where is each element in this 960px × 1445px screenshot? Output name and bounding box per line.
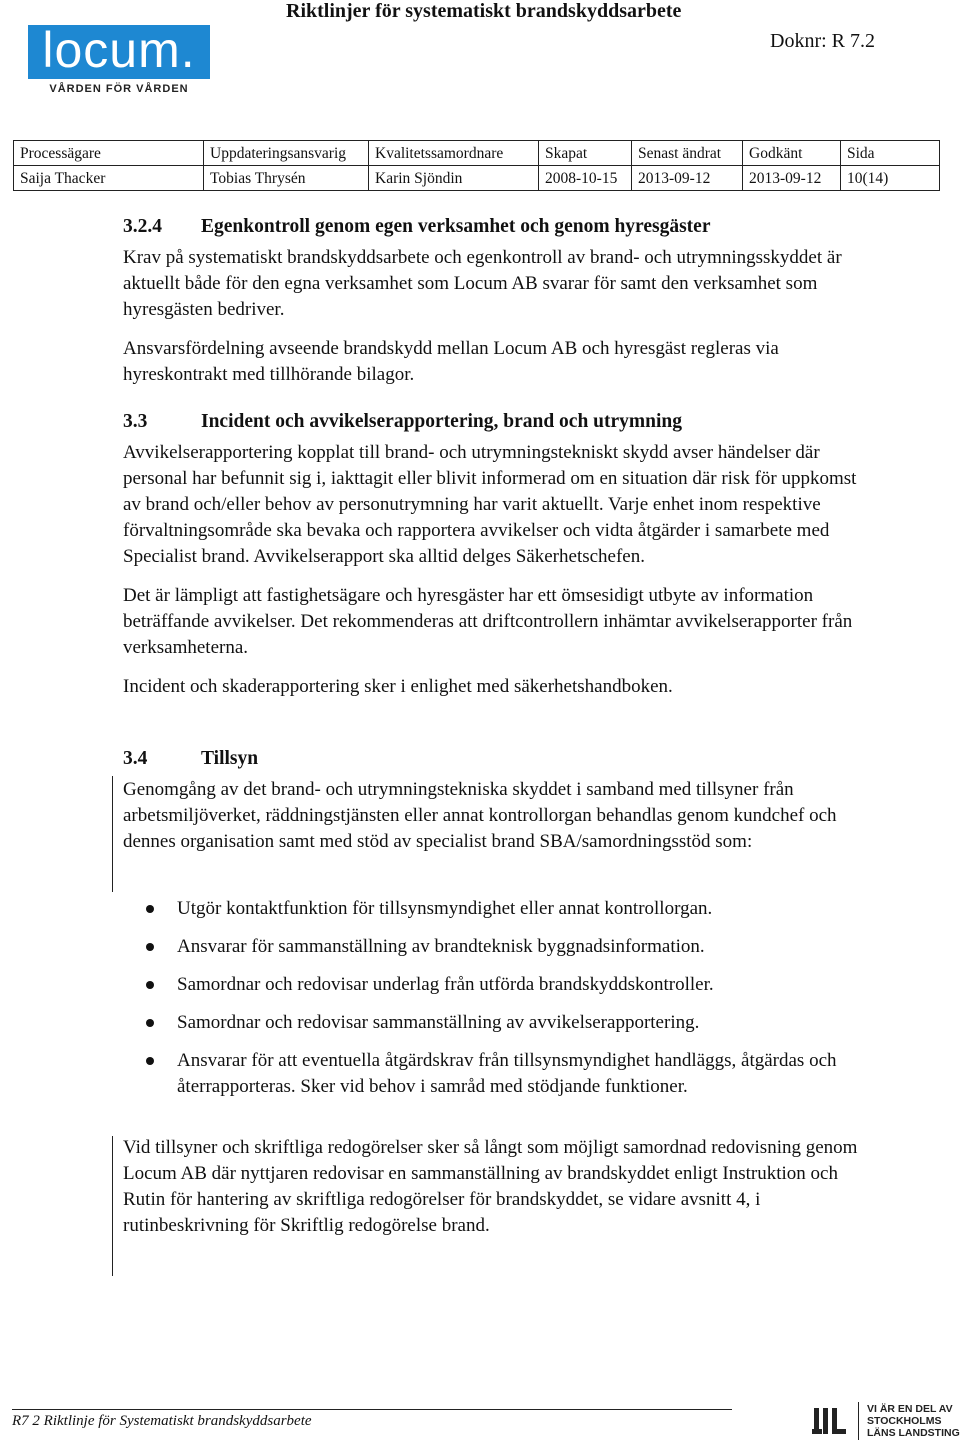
paragraph: Krav på systematiskt brandskyddsarbete och egenkontroll av brand- och utrymningsskyddet är aktuellt både för den egna verksamhet som Locum AB svarar för samt den verksamhet som hyresgästen bedriver. xyxy=(123,247,842,320)
section-3-2-4 xyxy=(123,214,863,388)
meta-value-cell: 2013-09-12 xyxy=(743,166,841,191)
bullet-list xyxy=(123,896,863,1100)
footer-text: R7 2 Riktlinje för Systematiskt brandskyddsarbete xyxy=(12,1413,312,1429)
sll-line: LÄNS LANDSTING xyxy=(867,1427,960,1439)
section-heading xyxy=(123,214,863,240)
paragraph: Det är lämpligt att fastighetsägare och hyresgäster har ett ömsesidigt utbyte av information beträffande avvikelser. Det rekommenderas att driftcontrollern inhämtar avvikelserapporter från verksamheterna. xyxy=(123,585,853,658)
paragraph: Incident och skaderapportering sker i enlighet med säkerhetshandboken. xyxy=(123,676,673,697)
section-3-4-closing xyxy=(123,1135,863,1239)
list-item: Samordnar och redovisar sammanställning av avvikelserapportering. xyxy=(123,1010,863,1036)
logo-tagline: VÅRDEN FÖR VÅRDEN xyxy=(49,83,189,95)
section-number: 3.4 xyxy=(123,748,148,769)
section-heading xyxy=(123,746,863,772)
paragraph: Ansvarsfördelning avseende brandskydd mellan Locum AB och hyresgäst regleras via hyreskontrakt med tillhörande bilagor. xyxy=(123,338,779,385)
list-item: Ansvarar för att eventuella åtgärdskrav från tillsynsmyndighet handläggs, åtgärdas och återrapporteras. Sker vid behov i samråd med stödjande funktioner. xyxy=(123,1048,837,1100)
document-number: Doknr: R 7.2 xyxy=(770,30,875,52)
meta-value-cell: 2013-09-12 xyxy=(632,166,743,191)
list-item: Utgör kontaktfunktion för tillsynsmyndighet eller annat kontrollorgan. xyxy=(123,896,863,922)
document-meta-table xyxy=(13,140,940,191)
meta-header-cell: Godkänt xyxy=(743,141,841,166)
paragraph: Genomgång av det brand- och utrymningstekniska skyddet i samband med tillsyner från arbetsmiljöverket, räddningstjänsten eller annat kontrollorgan behandlas genom kundchef och dennes organisation samt med stöd av specialist brand SBA/samordningsstöd som: xyxy=(123,779,837,852)
paragraph: Avvikelserapportering kopplat till brand- och utrymningstekniskt skydd avser händelser där personal har befunnit sig i, iakttagit eller blivit informerad om en situation där risk för uppkomst av brand och/eller behov av personutrymning har varit aktuellt. Varje enhet inom respektive förvaltningsområde ska bevaka och rapportera avvikelser och vidta åtgärder i samarbete med Specialist brand. Avvikelserapport ska alltid delges Säkerhetschefen. xyxy=(123,442,857,567)
meta-header-cell: Processägare xyxy=(14,141,204,166)
revision-bar xyxy=(112,1136,113,1276)
meta-header-cell: Kvalitetssamordnare xyxy=(369,141,539,166)
sll-line: STOCKHOLMS xyxy=(867,1415,942,1427)
meta-header-cell: Skapat xyxy=(539,141,632,166)
meta-header-row xyxy=(14,141,940,166)
section-3-3 xyxy=(123,409,863,700)
meta-header-cell: Senast ändrat xyxy=(632,141,743,166)
meta-value-cell: Karin Sjöndin xyxy=(369,166,539,191)
meta-header-cell: Sida xyxy=(841,141,940,166)
meta-value-cell: Tobias Thrysén xyxy=(204,166,369,191)
section-heading xyxy=(123,409,863,435)
section-number: 3.3 xyxy=(123,411,148,432)
sll-line: VI ÄR EN DEL AV xyxy=(867,1403,953,1415)
revision-bar xyxy=(112,776,113,892)
footer-logo-separator xyxy=(858,1402,859,1440)
logo-text: locum. xyxy=(42,22,196,78)
sll-text xyxy=(867,1403,960,1439)
meta-header-cell: Uppdateringsansvarig xyxy=(204,141,369,166)
section-number: 3.2.4 xyxy=(123,216,162,237)
sll-logo-icon xyxy=(812,1404,848,1438)
locum-logo xyxy=(28,22,210,79)
section-3-4 xyxy=(123,746,863,855)
document-title: Riktlinjer för systematiskt brandskyddsarbete xyxy=(286,0,682,22)
section-title: Egenkontroll genom egen verksamhet och genom hyresgäster xyxy=(201,216,711,237)
section-title: Tillsyn xyxy=(201,748,259,769)
meta-value-cell: 2008-10-15 xyxy=(539,166,632,191)
meta-value-cell: Saija Thacker xyxy=(14,166,204,191)
paragraph: Vid tillsyner och skriftliga redogörelser sker så långt som möjligt samordnad redovisning genom Locum AB där nyttjaren redovisar en sammanställning av brandskyddet enligt Instruktion och Rutin för hantering av skriftliga redogörelser för brandskyddet, se vidare avsnitt 4, i rutinbeskrivning för Skriftlig redogörelse brand. xyxy=(123,1137,858,1236)
section-title: Incident och avvikelserapportering, brand och utrymning xyxy=(201,411,683,432)
meta-value-cell: 10(14) xyxy=(841,166,940,191)
footer-divider xyxy=(12,1409,732,1410)
list-item: Ansvarar för sammanställning av brandteknisk byggnadsinformation. xyxy=(123,934,863,960)
meta-value-row xyxy=(14,166,940,191)
list-item: Samordnar och redovisar underlag från utförda brandskyddskontroller. xyxy=(123,972,863,998)
